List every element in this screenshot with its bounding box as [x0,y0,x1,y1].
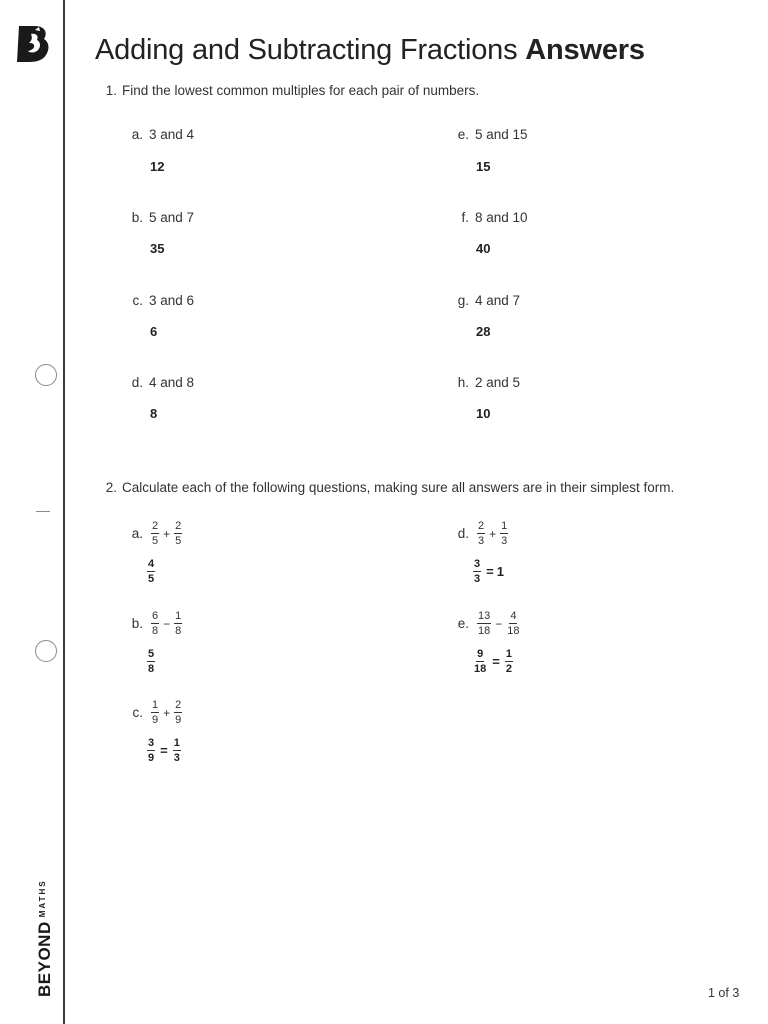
fraction: $\frac{6}{8}$ [152,610,159,637]
operator: + [163,526,171,541]
punch-hole-bottom [35,640,57,662]
margin-line [63,0,65,1024]
punch-hole-top [35,364,57,386]
lcm-item-b: b. 5 and 7 [131,210,195,225]
lcm-answer-c: 6 [150,324,158,339]
operator: − [163,616,171,631]
equals-sign: = [160,743,168,758]
fraction-question-c: c. $\frac{1}{9}$ + $\frac{2}{9}$ [132,699,182,726]
lcm-item-e: e. 5 and 15 [457,127,528,142]
lcm-item-d: d. 4 and 8 [131,375,195,390]
fraction-question-a: a. $\frac{2}{5}$ + $\frac{2}{5}$ [131,520,182,547]
brand-sub: MATHS [38,879,47,918]
beyond-logo-icon [15,24,51,64]
fraction-answer-c [145,737,183,764]
fraction-answer-d [471,558,504,585]
brand-name: BEYOND [35,921,54,997]
brand-wordmark [35,879,55,997]
question-number: 2. [105,480,117,495]
lcm-item-c: c. 3 and 6 [132,293,195,308]
answer-fraction: $\frac{4}{5}$ [148,558,155,585]
lcm-item-g: g. 4 and 7 [457,293,521,308]
answer-fraction: $\frac{5}{8}$ [148,648,155,675]
answer-fraction: $\frac{3}{3}$ [474,558,481,585]
whole-number-answer: 1 [496,564,504,579]
title-bold: Answers [525,34,645,66]
operator: + [163,705,171,720]
answer-fraction: $\frac{9}{18}$ [474,648,487,675]
title-main: Adding and Subtracting Fractions [95,34,518,66]
lcm-item-a: a. 3 and 4 [131,127,195,142]
fraction-question-e: e. $\frac{13}{18}$ − $\frac{4}{18}$ [457,610,520,637]
fraction: $\frac{2}{9}$ [175,699,182,726]
equals-sign: = [492,654,500,669]
fraction: $\frac{2}{5}$ [175,520,182,547]
simplified-fraction: $\frac{1}{3}$ [173,737,180,764]
fraction: $\frac{1}{8}$ [175,610,182,637]
lcm-answer-a: 12 [150,159,165,174]
fold-mark [36,511,50,512]
operator: − [495,616,503,631]
fraction-answer-e [471,648,515,675]
simplified-fraction: $\frac{1}{2}$ [505,648,512,675]
fraction: $\frac{2}{5}$ [152,520,159,547]
fraction-answer-a [145,558,157,585]
fraction-question-d: d. $\frac{2}{3}$ + $\frac{1}{3}$ [457,520,508,547]
fraction: $\frac{13}{18}$ [478,610,491,637]
page-number: 1 of 3 [708,986,740,1000]
lcm-answer-b: 35 [150,241,165,256]
fraction-answer-b [145,648,157,675]
question-1 [97,83,479,98]
question-text: Calculate each of the following questions, making sure all answers are in their simplest form. [122,480,675,495]
fraction: $\frac{2}{3}$ [478,520,485,547]
operator: + [489,526,497,541]
equals-sign: = [486,564,494,579]
fraction-question-b: b. $\frac{6}{8}$ − $\frac{1}{8}$ [131,610,182,637]
fraction: $\frac{1}{9}$ [152,699,159,726]
question-number: 1. [105,83,117,98]
question-text: Find the lowest common multiples for each pair of numbers. [122,83,480,98]
lcm-answer-g: 28 [476,324,491,339]
answer-fraction: $\frac{3}{9}$ [148,737,155,764]
lcm-answer-d: 8 [150,406,158,421]
lcm-item-f: f. 8 and 10 [461,210,528,225]
lcm-answer-h: 10 [476,406,491,421]
fraction: $\frac{4}{18}$ [507,610,520,637]
question-2 [97,480,674,495]
page-title [95,34,645,67]
lcm-answer-f: 40 [476,241,491,256]
lcm-answer-e: 15 [476,159,491,174]
lcm-item-h: h. 2 and 5 [457,375,521,390]
fraction: $\frac{1}{3}$ [501,520,508,547]
